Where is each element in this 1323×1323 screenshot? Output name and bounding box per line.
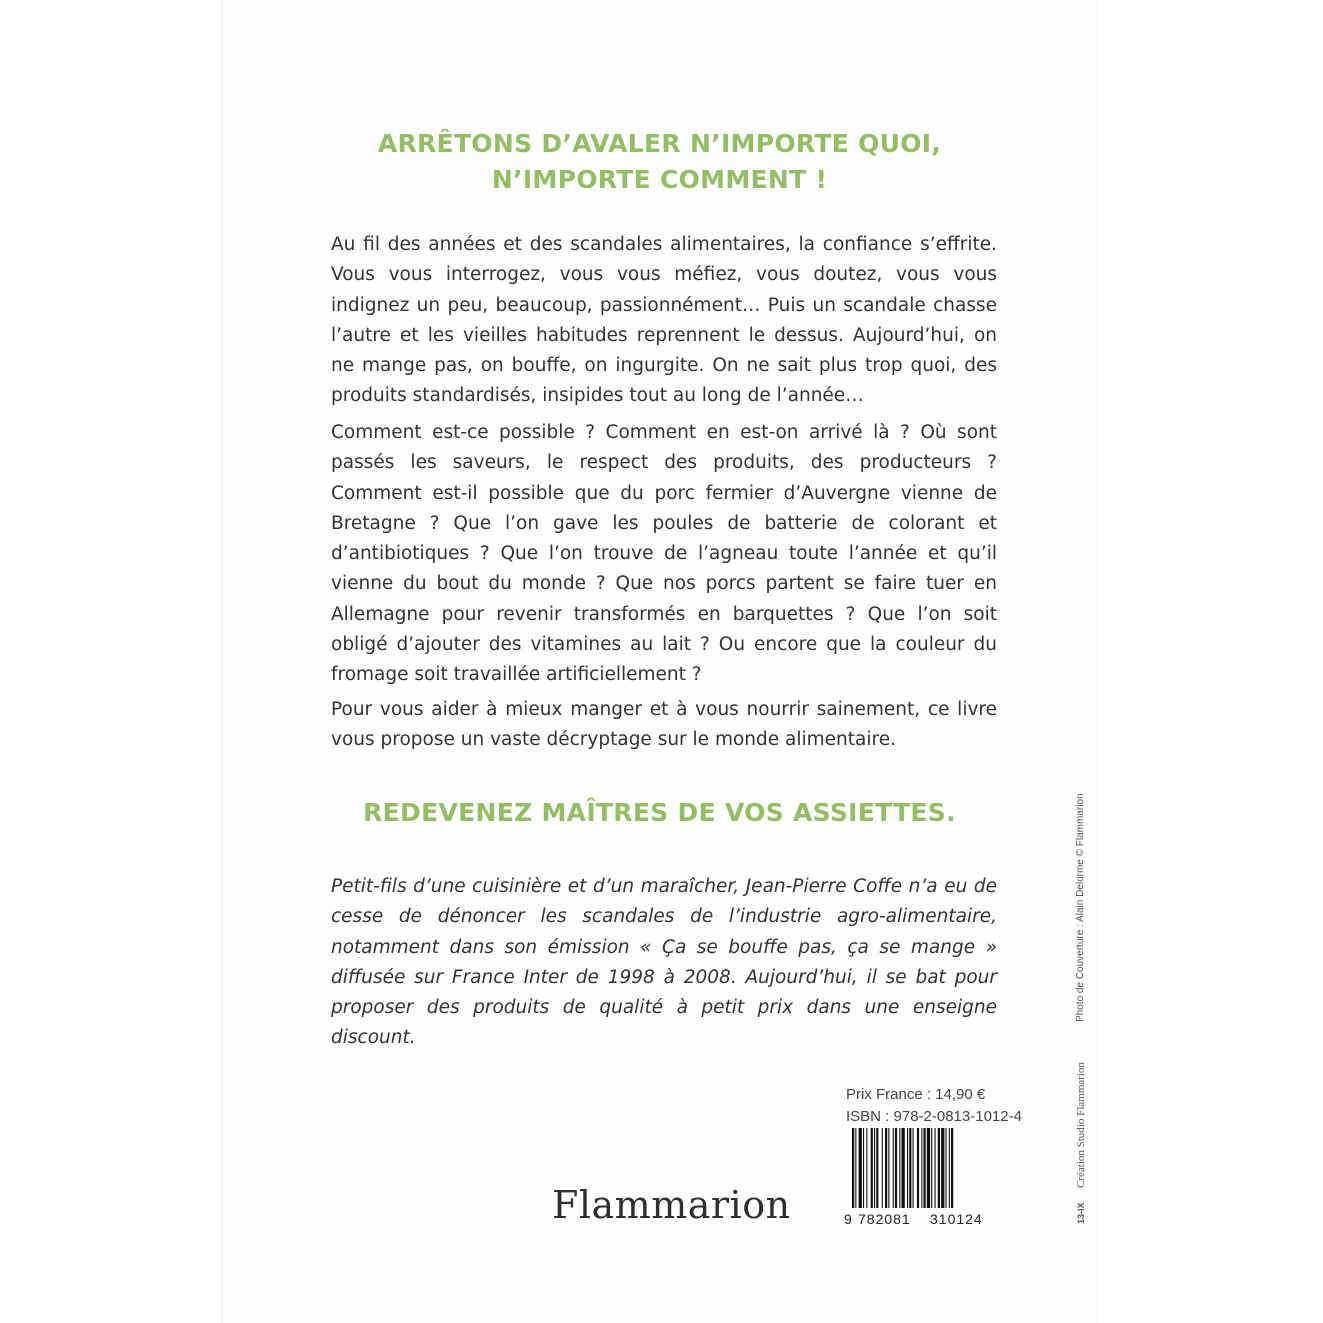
barcode-bar — [876, 1128, 878, 1208]
barcode-bar — [913, 1128, 914, 1208]
barcode-digits-right: 310124 — [930, 1211, 983, 1227]
barcode-bar — [899, 1128, 900, 1208]
barcode-bar — [885, 1128, 887, 1208]
intro-paragraph: Au fil des années et des scandales alimentaires, la confiance s’effrite. Vous vous interrogez, vous vous méfiez, vous doutez, vous vous indignez un peu, beaucoup, passionnément… Puis un scandale chasse l’autre et les vieilles habitudes reprennent le dessus. Aujourd’hui, on ne mange pas, on bouffe, on ingurgite. On ne sait plus trop quoi, des produits standardisés, insipides tout au long de l’année… — [331, 234, 997, 407]
barcode-bar — [951, 1128, 953, 1208]
price-block — [846, 1084, 1022, 1128]
headline-line-2: N’IMPORTE COMMENT ! — [491, 165, 828, 194]
barcode-bar — [927, 1128, 930, 1208]
publisher-logo: Flammarion — [552, 1183, 791, 1227]
author-bio: Petit-fils d’une cuisinière et d’un maraîcher, Jean-Pierre Coffe n’a eu de cesse de dénoncer les scandales de l’industrie agro-alimentaire, notamment dans son émission « Ça se bouffe pas, ça se mange » diffusée sur France Inter de 1998 à 2008. Aujourd’hui, il se bat pour proposer des produits de qualité à petit prix dans une enseigne discount. — [331, 876, 997, 1049]
barcode-bar — [855, 1128, 856, 1208]
studio-credit: Création Studio Flammarion — [1075, 1062, 1087, 1188]
barcode-bar — [949, 1128, 950, 1208]
purpose-paragraph: Pour vous aider à mieux manger et à vous nourrir sainement, ce livre vous propose un vaste décryptage sur le monde alimentaire. — [331, 699, 997, 751]
price-text: Prix France : 14,90 € — [846, 1086, 986, 1103]
headline-top — [222, 126, 1097, 198]
barcode-bar — [888, 1128, 889, 1208]
barcode-bar — [938, 1128, 940, 1208]
barcode-bar — [893, 1128, 894, 1208]
barcode-bar — [895, 1128, 897, 1208]
barcode-bar — [924, 1128, 926, 1208]
barcode-bar — [907, 1128, 908, 1208]
barcode-bar — [902, 1128, 905, 1208]
photo-credit: Photo de Couverture : Alain Delorme © Flammarion — [1075, 793, 1086, 1022]
barcode-bar — [946, 1128, 947, 1208]
isbn-text: ISBN : 978-2-0813-1012-4 — [846, 1108, 1022, 1125]
barcode-bar — [859, 1128, 862, 1208]
barcode-bar — [909, 1128, 911, 1208]
barcode — [844, 1128, 1004, 1228]
back-cover — [222, 0, 1097, 1323]
barcode-bar — [941, 1128, 944, 1208]
barcode-bar — [935, 1128, 936, 1208]
barcode-bar — [871, 1128, 873, 1208]
barcode-bar — [852, 1128, 854, 1208]
barcode-bar — [917, 1128, 919, 1208]
barcode-bar — [921, 1128, 922, 1208]
headline-mid: REDEVENEZ MAÎTRES DE VOS ASSIETTES. — [363, 798, 956, 827]
barcode-bar — [863, 1128, 864, 1208]
barcode-bar — [874, 1128, 875, 1208]
print-code: 13-IX — [1076, 1202, 1086, 1224]
questions-paragraph: Comment est-ce possible ? Comment en est-on arrivé là ? Où sont passés les saveurs, le respect des produits, des producteurs ? Comment est-il possible que du porc fermier d’Auvergne vienne de Bretagne ? Que l’on gave les poules de batterie de colorant et d’antibiotiques ? Que l’on trouve de l’agneau toute l’année et qu’il vienne du bout du monde ? Que nos porcs partent se faire tuer en Allemagne pour revenir transformés en barquettes ? Que l’on soit obligé d’ajouter des vitamines au lait ? Ou encore que la couleur du fromage soit travaillée artificiellement ? — [331, 422, 997, 686]
barcode-bar — [931, 1128, 932, 1208]
headline-line-1: ARRÊTONS D’AVALER N’IMPORTE QUOI, — [377, 129, 942, 158]
barcode-digits-left: 782081 — [858, 1211, 911, 1227]
barcode-bar — [866, 1128, 867, 1208]
barcode-bar — [882, 1128, 883, 1208]
barcode-digit-first: 9 — [844, 1211, 852, 1227]
